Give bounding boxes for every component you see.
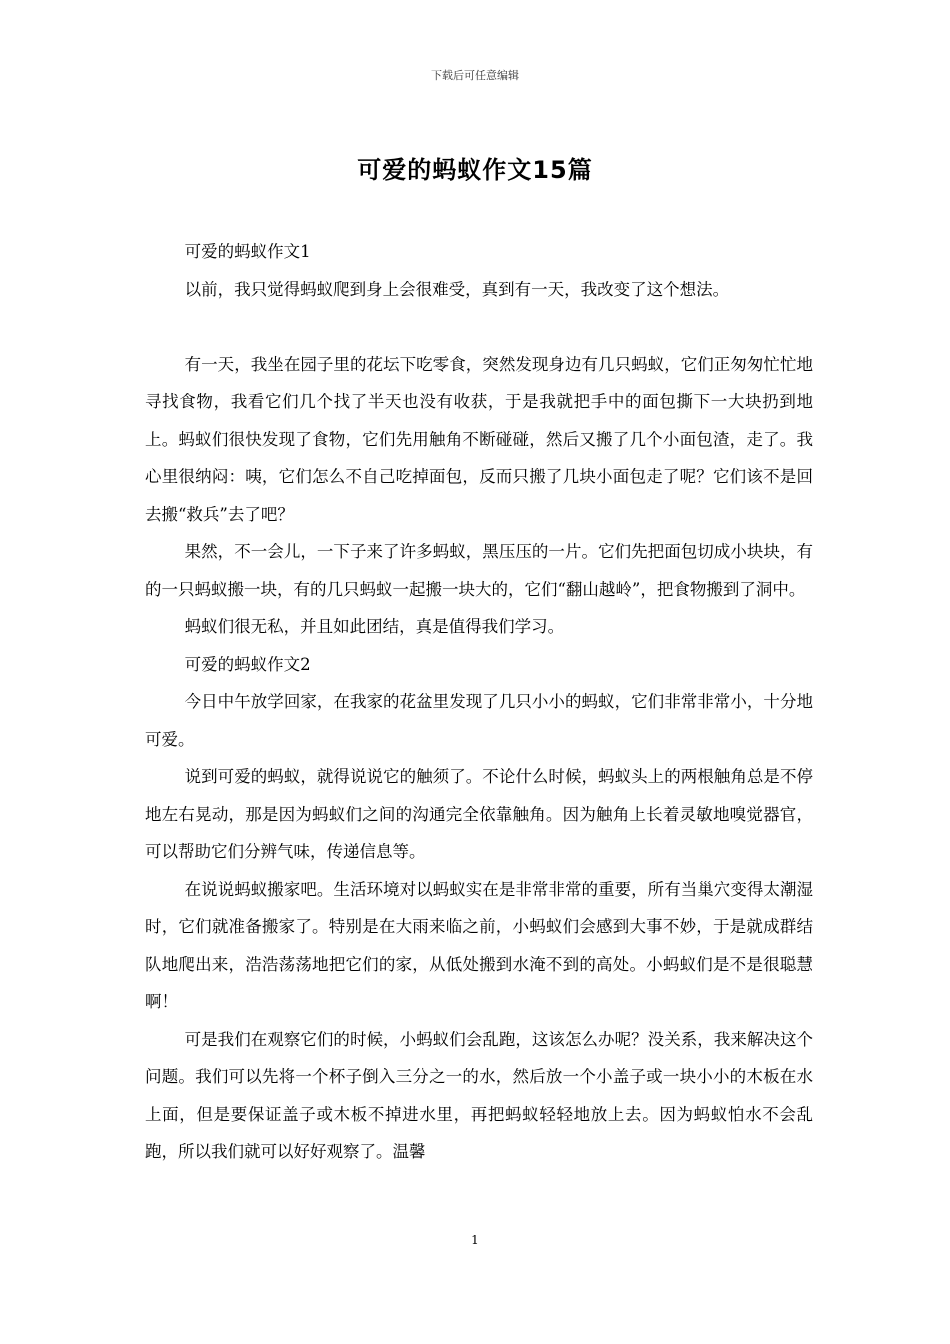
page-header-note: 下载后可任意编辑	[431, 69, 519, 82]
document-title: 可爱的蚂蚁作文15篇	[357, 156, 593, 184]
essay-heading: 可爱的蚂蚁作文2	[184, 654, 311, 674]
paragraph: 以前，我只觉得蚂蚁爬到身上会很难受，真到有一天，我改变了这个想法。	[184, 279, 730, 299]
paragraph: 今日中午放学回家，在我家的花盆里发现了几只小小的蚂蚁，它们非常非常小，十分地可爱。	[145, 692, 813, 749]
paragraph: 有一天，我坐在园子里的花坛下吃零食，突然发现身边有几只蚂蚁，它们正匆匆忙忙地寻找食物，我看它们几个找了半天也没有收获，于是我就把手中的面包撕下一大块扔到地上。蚂蚁们很快发现了食物，它们先用触角不断碰碰，然后又搬了几个小面包渣，走了。我心里很纳闷：咦，它们怎么不自己吃掉面包，反而只搬了几块小面包走了呢？它们该不是回去搬“救兵”去了吧？	[145, 354, 813, 524]
paragraph: 说到可爱的蚂蚁，就得说说它的触须了。不论什么时候，蚂蚁头上的两根触角总是不停地左右晃动，那是因为蚂蚁们之间的沟通完全依靠触角。因为触角上长着灵敏地嗅觉器官，可以帮助它们分辨气味，传递信息等。	[145, 767, 813, 861]
essay-heading: 可爱的蚂蚁作文1	[184, 242, 311, 261]
document-body	[145, 233, 813, 1171]
page-number: 1	[471, 1233, 479, 1247]
paragraph: 可是我们在观察它们的时候，小蚂蚁们会乱跑，这该怎么办呢？没关系，我来解决这个问题。我们可以先将一个杯子倒入三分之一的水，然后放一个小盖子或一块小小的木板在水上面，但是要保证盖子或木板不掉进水里，再把蚂蚁轻轻地放上去。因为蚂蚁怕水不会乱跑，所以我们就可以好好观察了。温馨	[145, 1029, 813, 1161]
paragraph: 蚂蚁们很无私，并且如此团结，真是值得我们学习。	[184, 617, 565, 636]
paragraph: 果然，不一会儿，一下子来了许多蚂蚁，黑压压的一片。它们先把面包切成小块块，有的一只蚂蚁搬一块，有的几只蚂蚁一起搬一块大的，它们“翻山越岭”，把食物搬到了洞中。	[145, 542, 813, 599]
paragraph: 在说说蚂蚁搬家吧。生活环境对以蚂蚁实在是非常非常的重要，所有当巢穴变得太潮湿时，它们就准备搬家了。特别是在大雨来临之前，小蚂蚁们会感到大事不妙，于是就成群结队地爬出来，浩浩荡荡地把它们的家，从低处搬到水淹不到的高处。小蚂蚁们是不是很聪慧啊！	[145, 879, 813, 1011]
